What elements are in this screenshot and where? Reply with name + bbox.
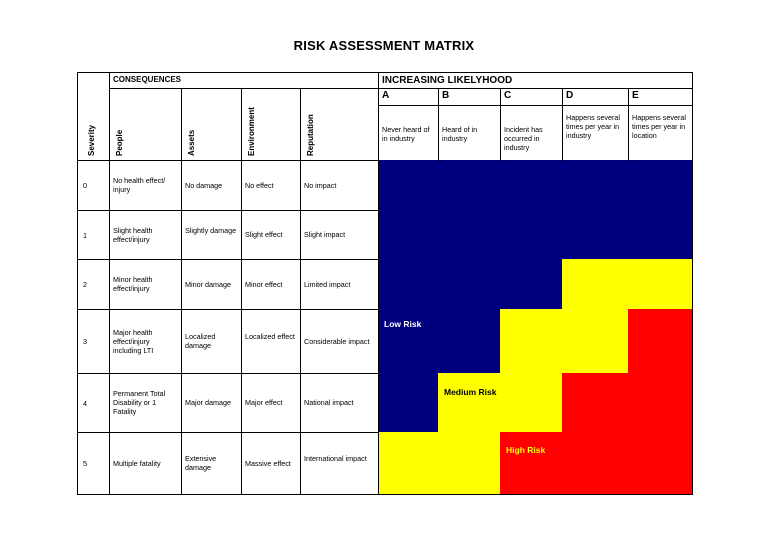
consequence-cell-people: Major health effect/injury including LTI [113,327,154,355]
consequence-cell-assets: Minor damage [185,279,231,289]
consequence-cell-reputation: No impact [304,180,337,190]
risk-cell-low [628,210,692,259]
severity-header: Severity [87,124,96,156]
consequence-cell-environment: Slight effect [245,230,283,239]
likelihood-letter: B [442,90,450,101]
grid-vline [628,88,629,161]
consequence-cell-environment: Localized effect [245,332,295,341]
risk-cell-high [628,432,692,494]
grid-hline [77,210,379,211]
risk-cell-low [562,210,628,259]
consequence-cell-assets: Extensive damage [185,454,217,472]
likelihood-description: Heard of in industry [442,125,478,143]
likelihood-letter: A [382,90,390,101]
consequence-column-header: Assets [187,129,196,156]
consequence-cell-people: No health effect/ injury [113,176,166,194]
risk-cell-low [628,160,692,210]
risk-cell-medium [438,432,500,494]
risk-cell-medium [562,259,628,309]
severity-value: 4 [83,398,87,408]
risk-matrix-table [77,72,692,494]
medium-risk-label: Medium Risk [444,387,497,397]
grid-hline [77,160,379,161]
risk-cell-high [628,373,692,432]
risk-cell-low [500,210,562,259]
risk-cell-medium [500,373,562,432]
risk-cell-high [628,309,692,373]
consequence-cell-assets: Localized damage [185,332,216,350]
likelihood-letter: C [504,90,512,101]
risk-cell-medium [378,432,438,494]
grid-hline [378,88,693,89]
grid-vline [378,72,379,495]
consequence-cell-reputation: Limited impact [304,279,351,289]
grid-hline [77,309,379,310]
grid-hline [378,105,693,106]
risk-cell-low [438,210,500,259]
severity-value: 2 [83,280,87,289]
grid-vline [438,88,439,161]
grid-hline [109,88,379,89]
risk-cell-low [438,259,500,309]
severity-value: 3 [83,337,87,346]
consequence-column-header: People [115,129,124,156]
grid-vline [562,88,563,161]
risk-cell-low [378,160,438,210]
likelihood-description: Incident has occurred in industry [504,125,543,152]
likelihood-letter: D [566,90,574,101]
consequences-header: CONSEQUENCES [113,75,182,84]
consequence-cell-environment: No effect [245,180,274,190]
likelihood-description: Happens several times per year in industry [566,113,620,140]
consequence-column-header: Reputation [306,114,315,156]
consequence-cell-assets: Major damage [185,398,231,407]
risk-cell-low [500,160,562,210]
severity-value: 0 [83,181,87,190]
severity-value: 5 [83,459,87,468]
grid-hline [77,373,379,374]
likelihood-header: INCREASING LIKELYHOOD [382,75,513,86]
grid-hline [77,72,693,73]
consequence-cell-reputation: Slight impact [304,230,346,239]
page-title: RISK ASSESSMENT MATRIX [293,38,475,53]
risk-cell-low [378,259,438,309]
risk-cell-low [438,309,500,373]
likelihood-letter: E [632,90,639,101]
grid-hline [77,259,379,260]
consequence-cell-people: Slight health effect/injury [113,225,153,244]
grid-vline [692,72,693,495]
likelihood-description: Never heard of in industry [382,125,430,143]
risk-cell-medium [438,373,500,432]
high-risk-label: High Risk [506,445,546,455]
likelihood-description: Happens several times per year in location [632,113,686,140]
consequence-column-header: Environment [247,107,256,156]
risk-cell-medium [500,309,562,373]
consequence-cell-people: Minor health effect/injury [113,275,153,293]
grid-vline [181,88,182,495]
consequence-cell-assets: No damage [185,180,223,190]
risk-cell-medium [562,309,628,373]
grid-vline [241,88,242,495]
grid-vline [109,72,110,495]
risk-cell-low [500,259,562,309]
severity-value: 1 [83,230,87,240]
risk-cell-high [500,432,562,494]
risk-cell-high [562,373,628,432]
grid-vline [500,88,501,161]
consequence-cell-reputation: International impact [304,454,367,463]
grid-hline [77,494,693,495]
risk-cell-low [378,210,438,259]
consequence-cell-people: Permanent Total Disability or 1 Fatality [113,389,166,416]
risk-cell-medium [628,259,692,309]
grid-hline [77,432,379,433]
consequence-cell-environment: Major effect [245,398,283,407]
consequence-cell-assets: Slightly damage [185,225,237,235]
consequence-cell-reputation: Considerable impact [304,336,370,346]
consequence-cell-environment: Massive effect [245,458,291,468]
grid-vline [300,88,301,495]
risk-cell-low [562,160,628,210]
consequence-cell-people: Multiple fatality [113,458,161,468]
consequence-cell-reputation: National impact [304,398,354,407]
risk-cell-high [562,432,628,494]
consequence-cell-environment: Minor effect [245,279,283,289]
risk-cell-low [378,373,438,432]
low-risk-label: Low Risk [384,319,422,329]
risk-cell-low [438,160,500,210]
